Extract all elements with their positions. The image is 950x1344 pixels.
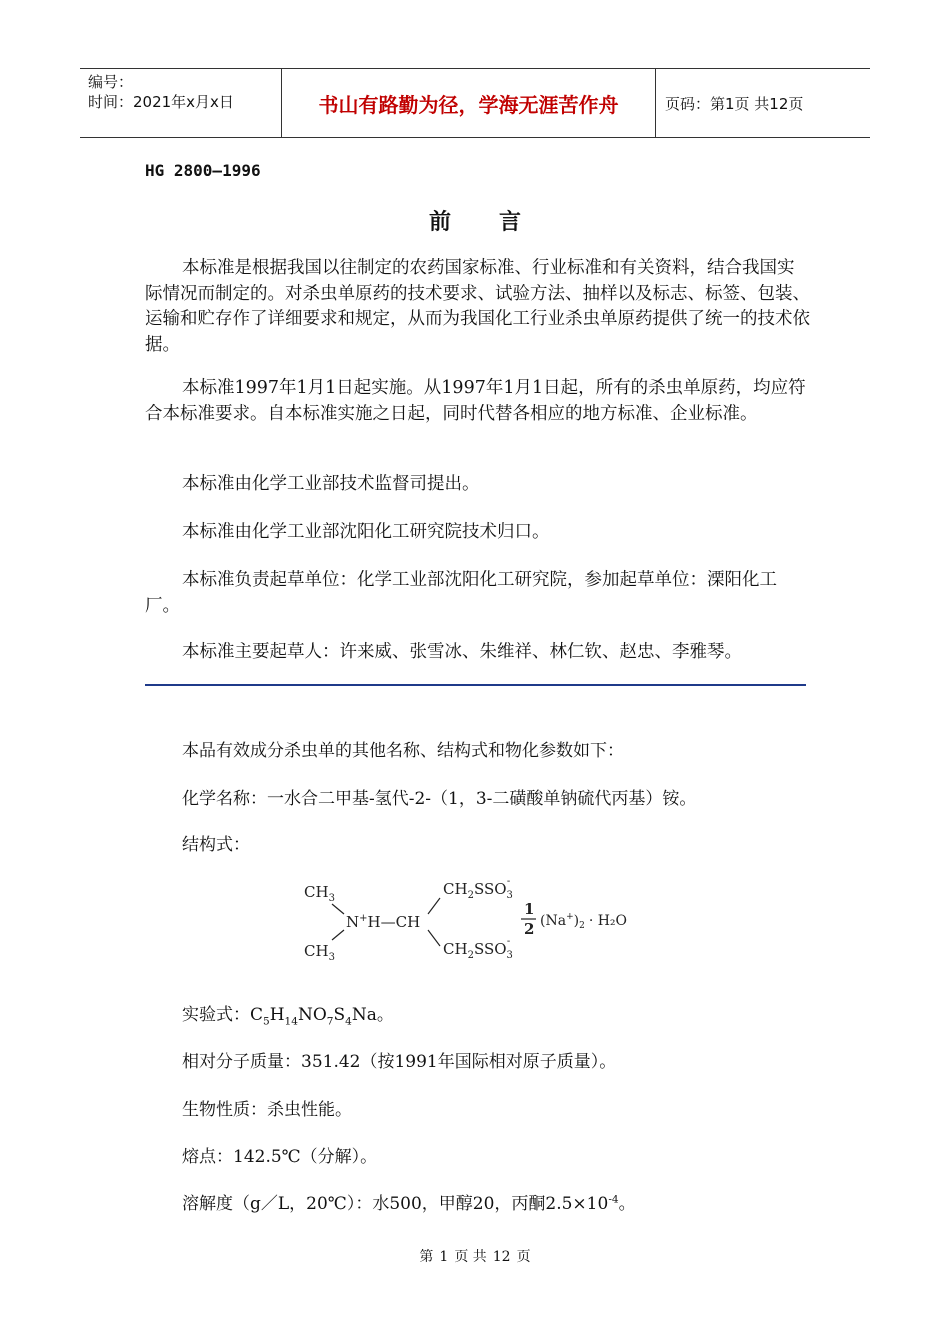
fraction-numerator: 1 — [524, 900, 535, 918]
number-label: 编号： — [88, 73, 134, 91]
paragraph-4: 本标准由化学工业部沈阳化工研究院技术归口。 — [182, 522, 550, 542]
formula-nitrogen: N+H—CH — [346, 913, 421, 931]
footer-total-pages: 12 — [492, 1249, 511, 1265]
header-left-cell — [80, 69, 280, 137]
paragraph-5: 本标准负责起草单位：化学工业部沈阳化工研究院，参加起草单位：溧阳化工厂。 — [145, 570, 777, 616]
bond-lower-chain — [428, 930, 440, 946]
motto: 书山有路勤为径，学海无涯苦作舟 — [281, 69, 656, 137]
empirical-formula-value: $C_5H_{14}NO_7S_4Na$。 — [250, 1005, 394, 1028]
paragraph-2: 本标准1997年1月1日起实施。从1997年1月1日起，所有的杀虫单原药，均应符合本标准要求。自本标准实施之日起，同时代替各相应的地方标准、企业标准。 — [145, 378, 806, 424]
paragraph-6: 本标准主要起草人：许来威、张雪冰、朱维祥、林仁钦、赵忠、李雅琴。 — [182, 642, 742, 662]
empirical-formula: 实验式：$C_5H_{14}NO_7S_4Na$。 — [182, 1005, 394, 1028]
paragraph-1: 本标准是根据我国以往制定的农药国家标准、行业标准和有关资料，结合我国实际情况而制定的。对杀虫单原药的技术要求、试验方法、抽样以及标志、标签、包装、运输和贮存作了详细要求和规定，从而为我国化工行业杀虫单原药提供了统一的技术依据。 — [145, 258, 810, 355]
molar-mass: 相对分子质量：351.42（按1991年国际相对原子质量）。 — [182, 1052, 617, 1072]
formula-ch2sso3-bottom: $CH_2SSO_3-$ — [443, 936, 513, 961]
formula-ch2sso3-top: $CH_2SSO_3-$ — [443, 876, 513, 901]
biological-property: 生物性质：杀虫性能。 — [182, 1100, 352, 1120]
standard-code: HG 2800—1996 — [145, 161, 261, 180]
footer-page-number: 1 — [439, 1249, 449, 1265]
page-footer: 第 1 页 共 12 页 — [419, 1249, 531, 1265]
page-label: 页码：第1页 共12页 — [665, 95, 804, 113]
paragraph-3: 本标准由化学工业部技术监督司提出。 — [182, 474, 480, 494]
time-label: 时间：2021年x月x日 — [88, 93, 234, 111]
melting-point: 熔点：142.5℃（分解）。 — [182, 1147, 378, 1167]
chemical-name: 化学名称：一水合二甲基-氢代-2-（1，3-二磺酸单钠硫代丙基）铵。 — [182, 789, 697, 809]
bond-upper-methyl — [332, 904, 344, 914]
structural-formula — [300, 872, 650, 967]
section-title: 前言 — [428, 209, 569, 235]
fraction-denominator: 2 — [524, 920, 535, 938]
bond-upper-chain — [428, 898, 440, 914]
document-header — [80, 68, 870, 138]
bond-lower-methyl — [332, 930, 344, 940]
solubility: 溶解度（g／L，20℃）：水500，甲醇20，丙酮$2.5\times 10^{-4}$。 — [182, 1193, 636, 1214]
structure-label: 结构式： — [182, 835, 250, 855]
formula-ch3-top: $CH_3$ — [304, 883, 335, 904]
intro-line: 本品有效成分杀虫单的其他名称、结构式和物化参数如下： — [182, 741, 624, 761]
section-divider — [145, 684, 806, 686]
formula-sodium: $(Na^+)_2 \cdot H_2O$ — [540, 912, 628, 931]
formula-ch3-bottom: $CH_3$ — [304, 942, 335, 963]
